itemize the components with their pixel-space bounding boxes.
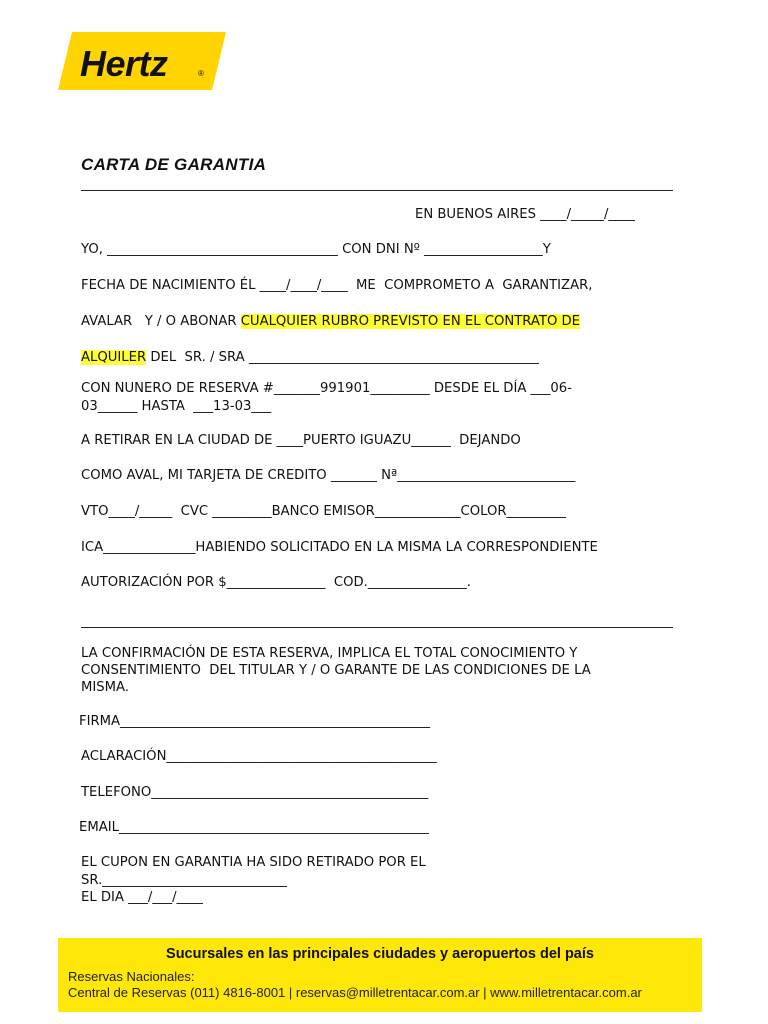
- alquiler-text: DEL SR. / SRA ____________________________________________: [146, 350, 539, 365]
- aclaracion-field: ACLARACIÓN_________________________________________: [81, 749, 437, 764]
- confirmacion-line-3: MISMA.: [81, 680, 129, 695]
- alquiler-line: [81, 350, 539, 366]
- footer-reservas-label: Reservas Nacionales:: [68, 969, 195, 984]
- vto-cvc-line: VTO____/_____ CVC _________BANCO EMISOR_____________COLOR_________: [81, 504, 566, 519]
- logo-text: Hertz: [80, 43, 168, 84]
- cupon-line-1: EL CUPON EN GARANTIA HA SIDO RETIRADO POR EL: [81, 855, 426, 870]
- city-date-line: EN BUENOS AIRES ____/_____/____: [415, 207, 635, 222]
- autorizacion-line: AUTORIZACIÓN POR $_______________ COD._______________.: [81, 575, 471, 590]
- avalar-text: AVALAR Y / O ABONAR: [81, 314, 241, 329]
- ica-line: ICA______________HABIENDO SOLICITADO EN LA MISMA LA CORRESPONDIENTE: [81, 540, 598, 555]
- telefono-field: TELEFONO__________________________________________: [81, 785, 429, 800]
- highlight-alquiler: ALQUILER: [81, 350, 147, 365]
- cupon-line-3: EL DIA ___/___/____: [81, 890, 203, 905]
- footer-title: Sucursales en las principales ciudades y aeropuertos del país: [166, 946, 594, 962]
- yo-dni-line: YO, ___________________________________ CON DNI Nº __________________Y: [81, 242, 551, 257]
- email-field: EMAIL_______________________________________________: [79, 820, 429, 835]
- firma-field: FIRMA_______________________________________________: [79, 714, 430, 729]
- footer-banner: [58, 938, 702, 1012]
- title-divider: [81, 190, 673, 191]
- confirmacion-line-1: LA CONFIRMACIÓN DE ESTA RESERVA, IMPLICA EL TOTAL CONOCIMIENTO Y: [81, 646, 578, 661]
- avalar-line: [81, 314, 580, 330]
- document-title: CARTA DE GARANTIA: [81, 155, 267, 174]
- reserva-line-1: CON NUNERO DE RESERVA #_______991901_________ DESDE EL DÍA ___06-: [81, 381, 572, 396]
- highlight-rubro: CUALQUIER RUBRO PREVISTO EN EL CONTRATO DE: [240, 314, 581, 329]
- birthdate-line: FECHA DE NACIMIENTO ÉL ____/____/____ ME COMPROMETO A GARANTIZAR,: [81, 278, 593, 293]
- aval-tarjeta-line: COMO AVAL, MI TARJETA DE CREDITO _______ Nª___________________________: [81, 468, 576, 483]
- logo-registered-mark: ®: [198, 69, 204, 78]
- reserva-line-2: 03______ HASTA ___13-03___: [81, 399, 272, 414]
- retirar-line: A RETIRAR EN LA CIUDAD DE ____PUERTO IGUAZU______ DEJANDO: [81, 433, 521, 448]
- section-divider: [81, 627, 673, 628]
- cupon-line-2: SR.____________________________: [81, 873, 287, 888]
- hertz-logo: [58, 32, 226, 90]
- footer-contact-line: Central de Reservas (011) 4816-8001 | reservas@milletrentacar.com.ar | www.milletrentacar.com.ar: [68, 985, 642, 1000]
- confirmacion-line-2: CONSENTIMIENTO DEL TITULAR Y / O GARANTE DE LAS CONDICIONES DE LA: [81, 663, 591, 678]
